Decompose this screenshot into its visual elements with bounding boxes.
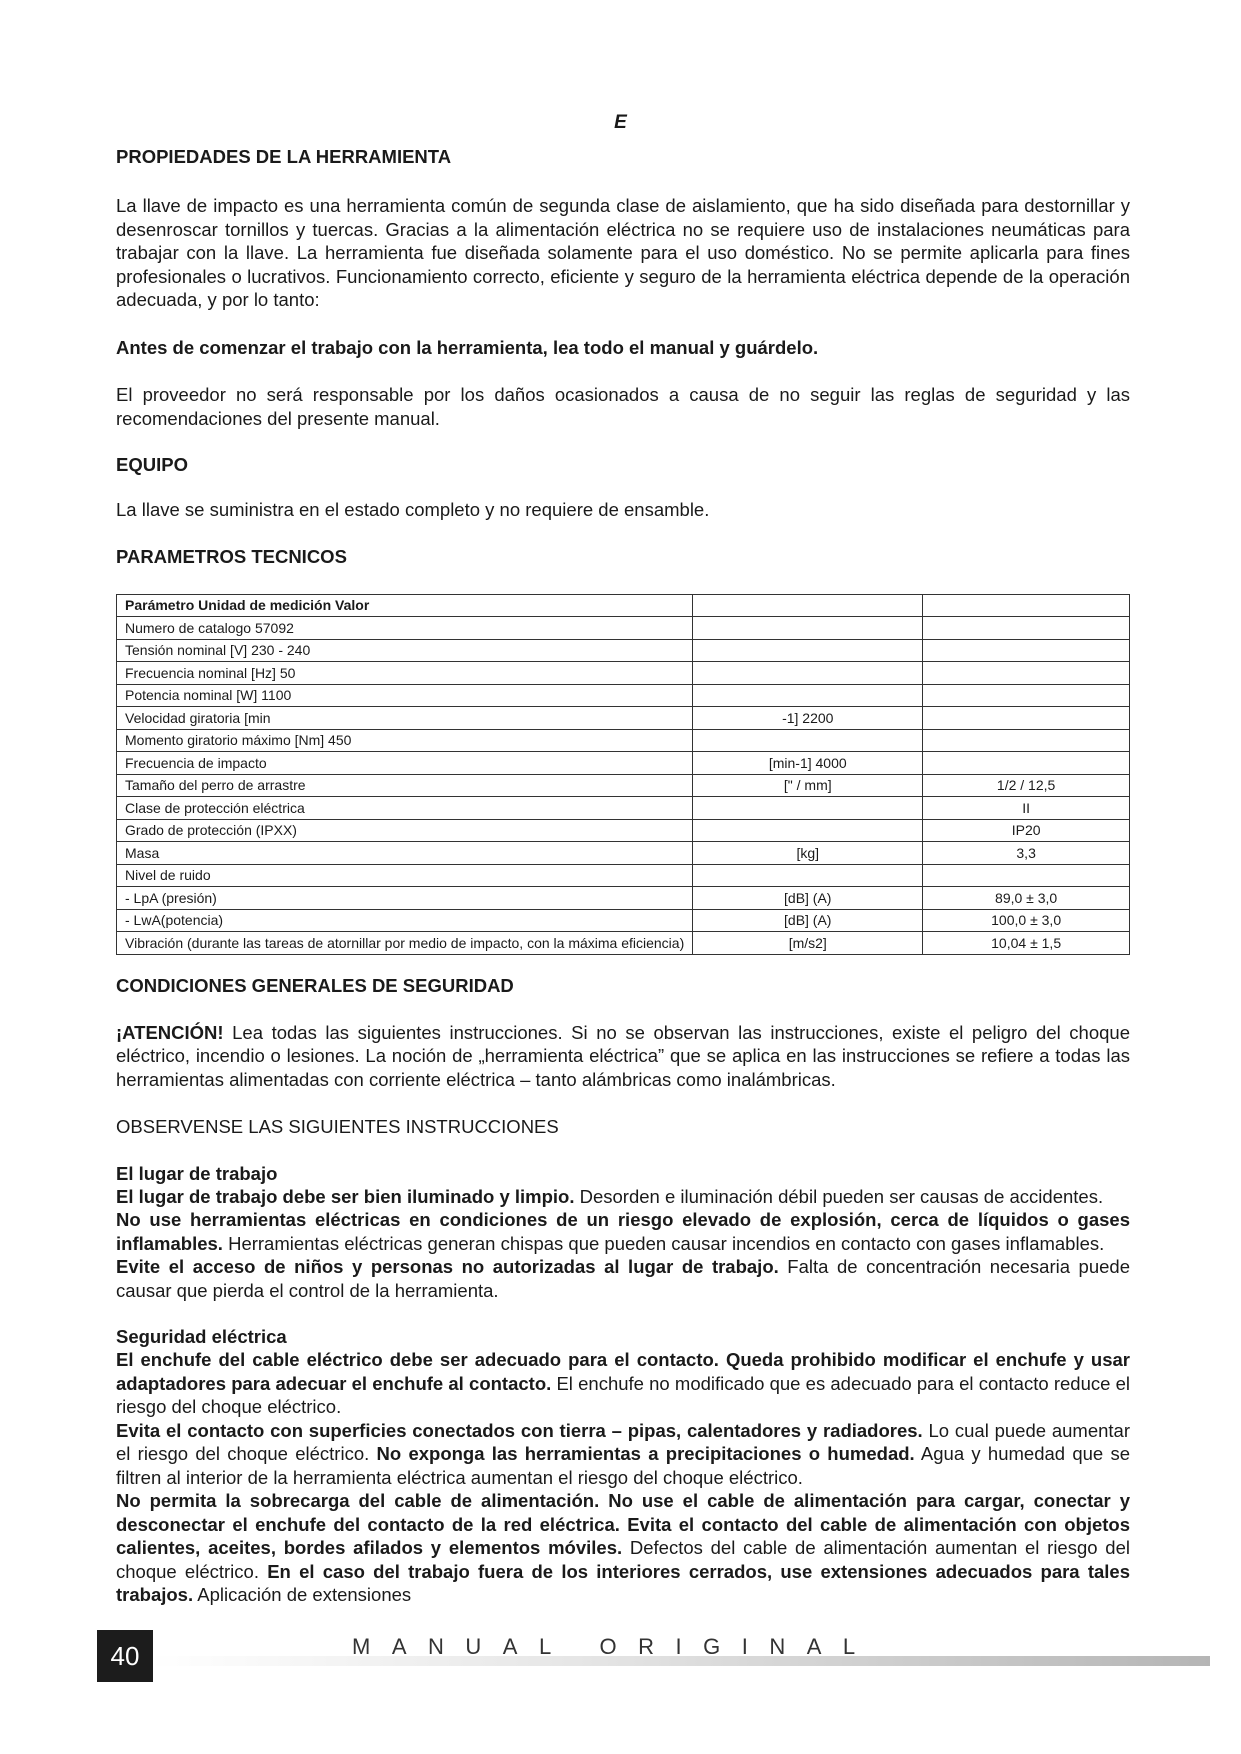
language-marker: E: [614, 112, 627, 133]
table-cell-c2: [693, 864, 923, 887]
table-cell-c2: [693, 684, 923, 707]
read-manual-bold: Antes de comenzar el trabajo con la herramienta, lea todo el manual y guárdelo.: [116, 336, 819, 358]
electric-rule-2-text-2: Agua y humedad que se filtren al interior de la herramienta eléctrica aumentan el riesgo del choque eléctrico.: [116, 1443, 1130, 1488]
table-cell-c1: Grado de protección (IPXX): [117, 819, 693, 842]
table-row: [117, 864, 1130, 887]
table-row: [117, 797, 1130, 820]
table-cell-c2: [693, 729, 923, 752]
table-cell-c2: [693, 594, 923, 617]
electric-rule-2-bold-2: No exponga las herramientas a precipitaciones o humedad.: [376, 1443, 915, 1464]
table-row: [117, 662, 1130, 685]
section-title-safety: CONDICIONES GENERALES DE SEGURIDAD: [116, 974, 514, 996]
table-cell-c1: Masa: [117, 842, 693, 865]
workplace-rule-1: [116, 1185, 1130, 1209]
section-title-technical: PARAMETROS TECNICOS: [116, 545, 347, 567]
properties-paragraph: La llave de impacto es una herramienta común de segunda clase de aislamiento, que ha sido diseñada para destornillar y desenroscar tornillos y tuercas. Gracias a la alimentación eléctrica no se requiere uso de instalaciones neumáticas para trabajar con la llave. La herramienta fue diseñada solamente para el uso doméstico. No se permite aplicarla para fines profesionales o lucrativos. Funcionamiento correcto, eficiente y seguro de la herramienta eléctrica depende de la operación adecuada, y por lo tanto:: [116, 195, 1130, 310]
table-cell-c3: [923, 662, 1130, 685]
section-title-equipment: EQUIPO: [116, 454, 188, 475]
table-cell-c1: Numero de catalogo 57092: [117, 617, 693, 640]
table-cell-c3: 1/2 / 12,5: [923, 774, 1130, 797]
observe-instructions: OBSERVENSE LAS SIGUIENTES INSTRUCCIONES: [116, 1116, 559, 1137]
table-row: [117, 774, 1130, 797]
technical-parameters-table: [116, 594, 1130, 955]
table-header-row: [117, 594, 1130, 617]
table-cell-c1: Nivel de ruido: [117, 864, 693, 887]
table-row: [117, 842, 1130, 865]
workplace-rule-3-bold: Evite el acceso de niños y personas no autorizadas al lugar de trabajo.: [116, 1256, 779, 1277]
electric-rule-3-text: Defectos del cable de alimentación aumentan el riesgo del choque eléctrico.: [116, 1537, 1130, 1582]
table-cell-c1: Tensión nominal [V] 230 - 240: [117, 639, 693, 662]
table-cell-c3: [923, 729, 1130, 752]
table-cell-c3: [923, 639, 1130, 662]
table-cell-c1: Potencia nominal [W] 1100: [117, 684, 693, 707]
table-cell-c3: [923, 707, 1130, 730]
table-cell-c2: -1] 2200: [693, 707, 923, 730]
table-cell-c1: Vibración (durante las tareas de atornillar por medio de impacto, con la máxima eficiencia): [117, 932, 693, 955]
workplace-title: El lugar de trabajo: [116, 1162, 278, 1184]
table-cell-c2: [693, 662, 923, 685]
page-content: [116, 146, 1130, 1607]
table-cell-c3: IP20: [923, 819, 1130, 842]
table-cell-c2: [" / mm]: [693, 774, 923, 797]
table-row: [117, 932, 1130, 955]
workplace-rule-2-text: Herramientas eléctricas generan chispas que pueden causar incendios en contacto con gases inflamables.: [222, 1232, 1105, 1254]
table-cell-c2: [dB] (A): [693, 909, 923, 932]
table-row: [117, 887, 1130, 910]
table-cell-c1: - LpA (presión): [117, 887, 693, 910]
workplace-rule-1-bold: El lugar de trabajo debe ser bien iluminado y limpio.: [116, 1185, 575, 1207]
footer-label: MANUAL ORIGINAL: [352, 1634, 877, 1659]
workplace-rule-1-text: Desorden e iluminación débil pueden ser causas de accidentes.: [574, 1185, 1104, 1207]
table-cell-c2: [m/s2]: [693, 932, 923, 955]
page-number: 40: [97, 1630, 153, 1682]
electric-rule-3-bold: No permita la sobrecarga del cable de alimentación. No use el cable de alimentación para cargar, conectar y desconectar el enchufe del contacto de la red eléctrica. Evita el contacto del cable de alimentación con objetos calientes, aceites, bordes afilados y elementos móviles.: [116, 1490, 1130, 1558]
table-cell-c1: - LwA(potencia): [117, 909, 693, 932]
workplace-rule-2: [116, 1208, 1130, 1255]
table-cell-c1: Clase de protección eléctrica: [117, 797, 693, 820]
workplace-rule-2-bold: No use herramientas eléctricas en condiciones de un riesgo elevado de explosión, cerca de líquidos o gases inflamables.: [116, 1209, 1130, 1254]
table-cell-c2: [dB] (A): [693, 887, 923, 910]
electric-rule-2-bold: Evita el contacto con superficies conectados con tierra – pipas, calentadores y radiadores.: [116, 1419, 923, 1441]
table-row: [117, 819, 1130, 842]
table-cell-c3: [923, 594, 1130, 617]
attention-paragraph: [116, 1021, 1130, 1092]
electric-safety-title: Seguridad eléctrica: [116, 1326, 287, 1347]
table-cell-c3: [923, 684, 1130, 707]
table-cell-c2: [693, 639, 923, 662]
electric-rule-2: [116, 1419, 1130, 1490]
table-cell-c1: Frecuencia de impacto: [117, 752, 693, 775]
table-cell-c3: [923, 752, 1130, 775]
table-cell-c3: [923, 864, 1130, 887]
electric-rule-2-text: Lo cual puede aumentar el riesgo del choque eléctrico.: [116, 1419, 1130, 1464]
table-cell-c1: Parámetro Unidad de medición Valor: [117, 594, 693, 617]
table-row: [117, 617, 1130, 640]
table-cell-c1: Velocidad giratoria [min: [117, 707, 693, 730]
table-cell-c2: [693, 819, 923, 842]
section-title-properties: PROPIEDADES DE LA HERRAMIENTA: [116, 146, 452, 167]
table-row: [117, 707, 1130, 730]
electric-rule-3: [116, 1489, 1130, 1607]
electric-rule-1-bold: El enchufe del cable eléctrico debe ser adecuado para el contacto. Queda prohibido modificar el enchufe y usar adaptadores para adecuar el enchufe al contacto.: [116, 1349, 1130, 1394]
workplace-rule-3: [116, 1255, 1130, 1302]
table-row: [117, 639, 1130, 662]
table-cell-c2: [kg]: [693, 842, 923, 865]
electric-rule-3-text-2: Aplicación de extensiones: [193, 1584, 412, 1605]
table-cell-c3: 10,04 ± 1,5: [923, 932, 1130, 955]
table-cell-c3: 3,3: [923, 842, 1130, 865]
read-manual-note: [116, 336, 1130, 360]
liability-paragraph: El proveedor no será responsable por los daños ocasionados a causa de no seguir las reglas de seguridad y las recomendaciones del presente manual.: [116, 384, 1130, 429]
table-cell-c2: [min-1] 4000: [693, 752, 923, 775]
table-row: [117, 729, 1130, 752]
table-row: [117, 752, 1130, 775]
electric-rule-3-bold-2: En el caso del trabajo fuera de los interiores cerrados, use extensiones adecuados para tales trabajos.: [116, 1560, 1130, 1605]
attention-text: Lea todas las siguientes instrucciones. Si no se observan las instrucciones, existe el peligro del choque eléctrico, incendio o lesiones. La noción de „herramienta eléctrica” que se aplica en las instrucciones se refiere a todas las herramientas alimentadas con corriente eléctrica – tanto alámbricas como inalámbricas.: [116, 1021, 1130, 1090]
table-cell-c1: Tamaño del perro de arrastre: [117, 774, 693, 797]
table-cell-c3: [923, 617, 1130, 640]
electric-rule-1-text: El enchufe no modificado que es adecuado para el contacto reduce el riesgo del choque eléctrico.: [116, 1372, 1130, 1417]
table-cell-c2: [693, 797, 923, 820]
equipment-paragraph: La llave se suministra en el estado completo y no requiere de ensamble.: [116, 499, 710, 520]
electric-rule-1: [116, 1348, 1130, 1419]
workplace-rule-3-text: Falta de concentración necesaria puede causar que pierda el control de la herramienta.: [116, 1256, 1130, 1301]
table-cell-c3: 89,0 ± 3,0: [923, 887, 1130, 910]
table-row: [117, 684, 1130, 707]
table-cell-c2: [693, 617, 923, 640]
table-cell-c1: Momento giratorio máximo [Nm] 450: [117, 729, 693, 752]
table-cell-c3: 100,0 ± 3,0: [923, 909, 1130, 932]
table-cell-c3: II: [923, 797, 1130, 820]
attention-label: ¡ATENCIÓN!: [116, 1021, 224, 1043]
table-cell-c1: Frecuencia nominal [Hz] 50: [117, 662, 693, 685]
table-row: [117, 909, 1130, 932]
